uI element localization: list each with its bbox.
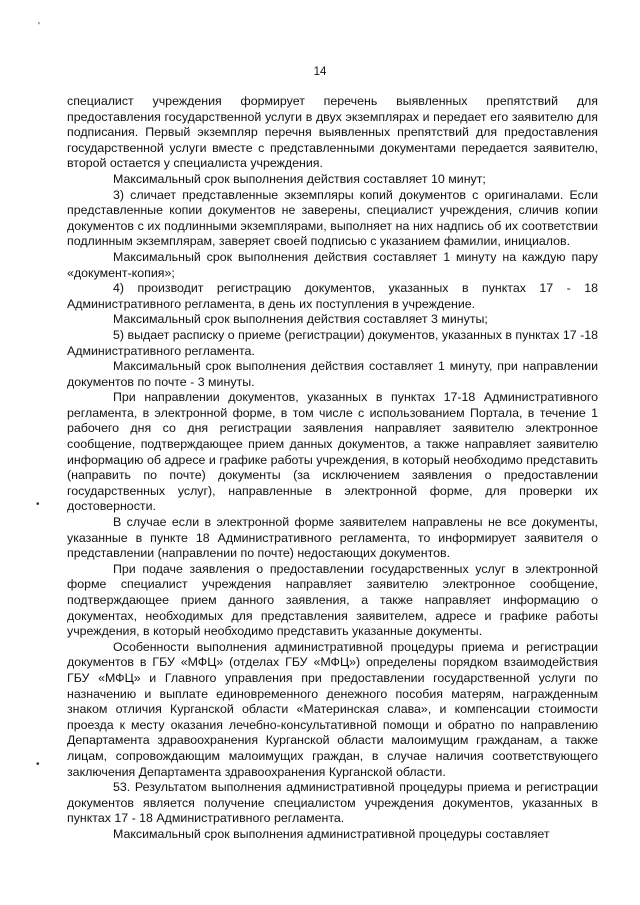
paragraph: 3) сличает представленные экземпляры копий документов с оригиналами. Если представленные копии документов не заверены, специалист учреждения, сличив копии документов с их подлинными экземплярами, выполняет на них надпись об их соответствии подлинным экземплярам, заверяет своей подписью с указанием фамилии, инициалов. [67,187,598,249]
paragraph: Максимальный срок выполнения действия составляет 1 минуту, при направлении документов по почте - 3 минуты. [67,359,598,389]
paragraph: Максимальный срок выполнения действия составляет 10 минут; [113,171,486,186]
paragraph: 4) производит регистрацию документов, указанных в пунктах 17 - 18 Административного регламента, в день их поступления в учреждение. [67,281,598,311]
paragraph: 53. Результатом выполнения административной процедуры приема и регистрации документов является получение специалистом учреждения документов, указанных в пунктах 17 - 18 Административного регламента. [67,780,598,826]
paragraph: Максимальный срок выполнения действия составляет 3 минуты; [113,312,488,327]
paragraph: В случае если в электронной форме заявителем направлены не все документы, указанные в пункте 18 Административного регламента, то информирует заявителя о представлении (направлении по почте) недостающих документов. [67,515,598,561]
margin-mark: • [36,759,40,770]
paragraph: 5) выдает расписку о приеме (регистрации) документов, указанных в пунктах 17 -18 Административного регламента. [67,327,598,358]
paragraph: Максимальный срок выполнения действия составляет 1 минуту на каждую пару «документ-копия»; [67,249,598,280]
margin-mark: ' [38,21,40,32]
paragraph: При направлении документов, указанных в пунктах 17-18 Административного регламента, в электронной форме, в том числе с использованием Портала, в течение 1 рабочего дня со дня регистрации заявления направляет заявителю электронное сообщение, подтверждающее прием данных документов, а также направляет заявителю информацию об адресе и графике работы учреждения, в который необходимо представить (направить по почте) документы (за исключением заявления о предоставлении государственных услуг), направленные в электронной форме, для проверки их достоверности. [67,390,598,514]
paragraph: При подаче заявления о предоставлении государственных услуг в электронной форме специалист учреждения направляет заявителю электронное сообщение, подтверждающее прием данного заявления, а также направляет информацию о документах, необходимых для представления заявителем, адресе и графике работы учреждения, в который необходимо представить указанные документы. [67,561,598,639]
paragraph: Максимальный срок выполнения административной процедуры составляет [113,826,550,841]
margin-mark: • [36,499,40,510]
paragraph: специалист учреждения формирует перечень выявленных препятствий для предоставления государственной услуги в двух экземплярах и передает его заявителю для подписания. Первый экземпляр перечня выявленных препятствий для предоставления государственной услуги вместе с представленными документами передается заявителю, второй остается у специалиста учреждения. [67,94,598,171]
page-number: 14 [313,66,327,78]
document-body [67,94,598,843]
paragraph: Особенности выполнения административной процедуры приема и регистрации документов в ГБУ «МФЦ» (отделах ГБУ «МФЦ») определены порядком взаимодействия ГБУ «МФЦ» и Главного управления при предоставлении государственной услуги по назначению и выплате единовременного денежного пособия матерям, награжденным знаком отличия Курганской области «Материнская слава», и компенсации стоимости проезда к месту оказания лечебно-консультативной помощи и обратно по направлению Департамента здравоохранения Курганской области малоимущим гражданам, а также лицам, сопровождающим малоимущих граждан, в случае наличия соответствующего заключения Департамента здравоохранения Курганской области. [67,639,598,779]
